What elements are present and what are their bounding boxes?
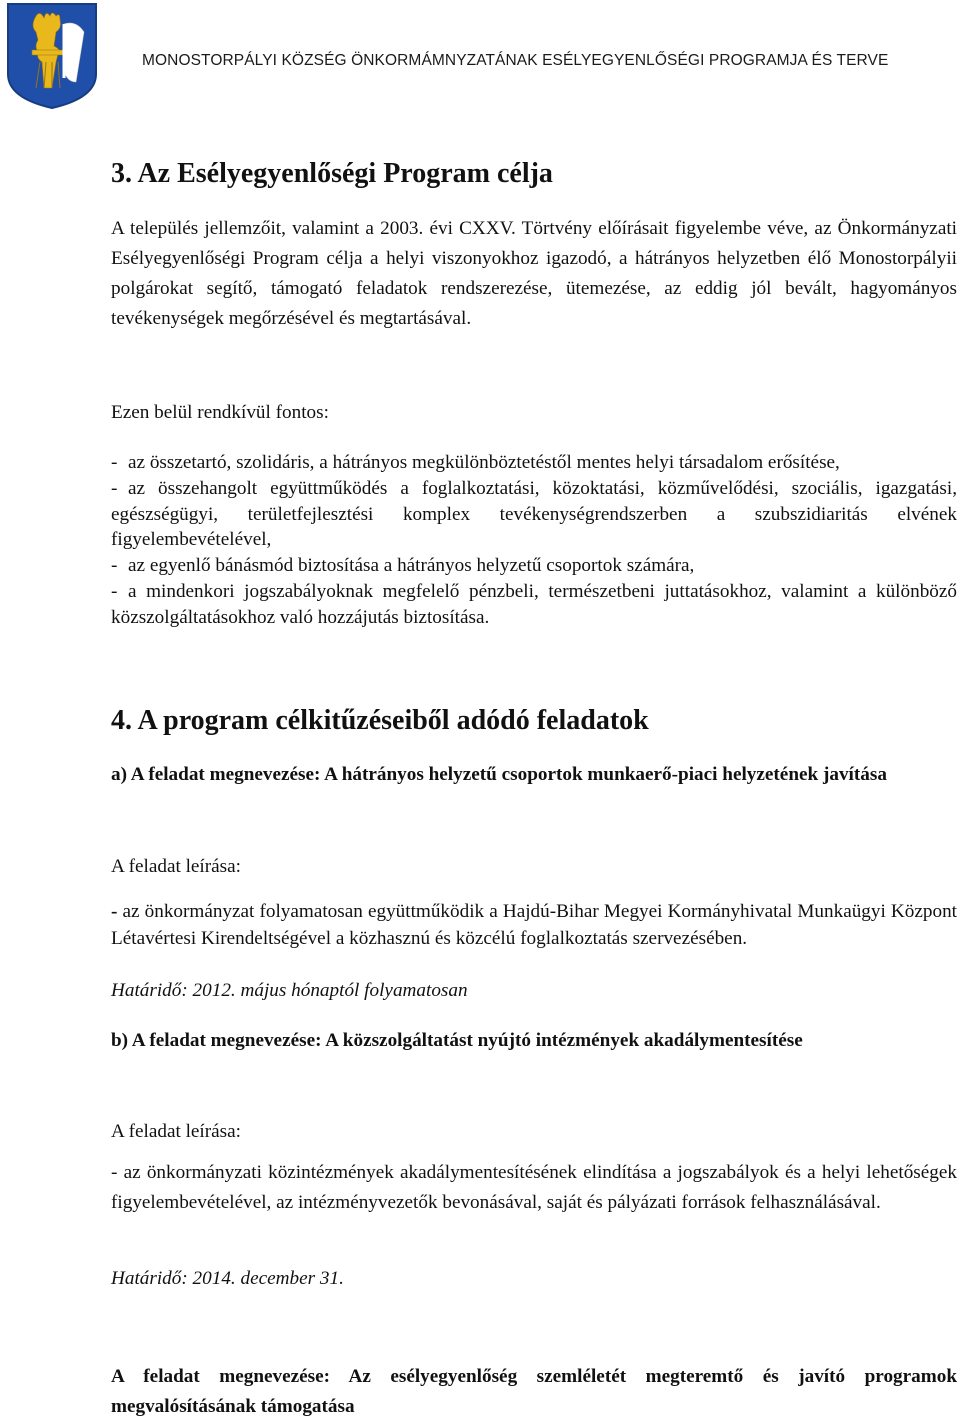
task-a-description-label: A feladat leírása: (111, 856, 241, 877)
document-header-title: MONOSTORPÁLYI KÖZSÉG ÖNKORMÁMNYZATÁNAK ESÉLYEGYENLŐSÉGI PROGRAMJA ÉS TERVE (142, 52, 889, 69)
municipal-crest-logo (6, 2, 98, 110)
section-3-heading: 3. Az Esélyegyenlőségi Program célja (111, 158, 553, 189)
list-item: - az összehangolt együttműködés a foglalkoztatási, közoktatási, közművelődési, szociális, igazgatási, egészségügyi, területfejlesztési komplex tevékenységrendszerben a szubszidiaritás elvének figyelembevételével, (111, 477, 957, 551)
task-a-deadline: Határidő: 2012. május hónaptól folyamatosan (111, 980, 468, 1001)
task-b-title: b) A feladat megnevezése: A közszolgáltatást nyújtó intézmények akadálymentesítése (111, 1030, 803, 1051)
important-intro-text: Ezen belül rendkívül fontos: (111, 402, 329, 423)
list-item: - az egyenlő bánásmód biztosítása a hátrányos helyzetű csoportok számára, (111, 555, 695, 577)
list-item: - a mindenkori jogszabályoknak megfelelő pénzbeli, természetbeni juttatásokhoz, valamint a különböző közszolgáltatásokhoz való hozzájutás biztosítása. (111, 580, 957, 628)
task-c-title: A feladat megnevezése: Az esélyegyenlőség szemléletét megteremtő és javító programok megvalósításának támogatása (111, 1366, 957, 1417)
task-b-description: - az önkormányzati közintézmények akadálymentesítésének elindítása a jogszabályok és a helyi lehetőségek figyelembevételével, az intézményvezetők bevonásával, saját és pályázati források felhasználásával. (111, 1162, 957, 1213)
section-4-heading: 4. A program célkitűzéseiből adódó feladatok (111, 705, 649, 736)
task-b-description-label: A feladat leírása: (111, 1121, 241, 1142)
task-b-deadline: Határidő: 2014. december 31. (111, 1268, 344, 1289)
list-item: - az összetartó, szolidáris, a hátrányos megkülönböztetéstől mentes helyi társadalom erősítése, (111, 452, 840, 473)
bullet-list (111, 450, 957, 631)
section-3-intro-paragraph: A település jellemzőit, valamint a 2003. évi CXXV. Törtvény előírásait figyelembe véve, az Önkormányzati Esélyegyenlőségi Program célja a helyi viszonyokhoz igazodó, a hátrányos helyzetben élő Monostorpályii polgárokat segítő, támogató feladatok rendszerezése, ütemezése, az eddig jól bevált, hagyományos tevékenységek megőrzésével és megtartásával. (111, 218, 957, 329)
task-a-description: - az önkormányzat folyamatosan együttműködik a Hajdú-Bihar Megyei Kormányhivatal Munkaügyi Központ Létavértesi Kirendeltségével a közhasznú és közcélú foglalkoztatás szervezésében. (111, 901, 958, 949)
task-a-title: a) A feladat megnevezése: A hátrányos helyzetű csoportok munkaerő-piaci helyzetének javítása (111, 764, 887, 785)
